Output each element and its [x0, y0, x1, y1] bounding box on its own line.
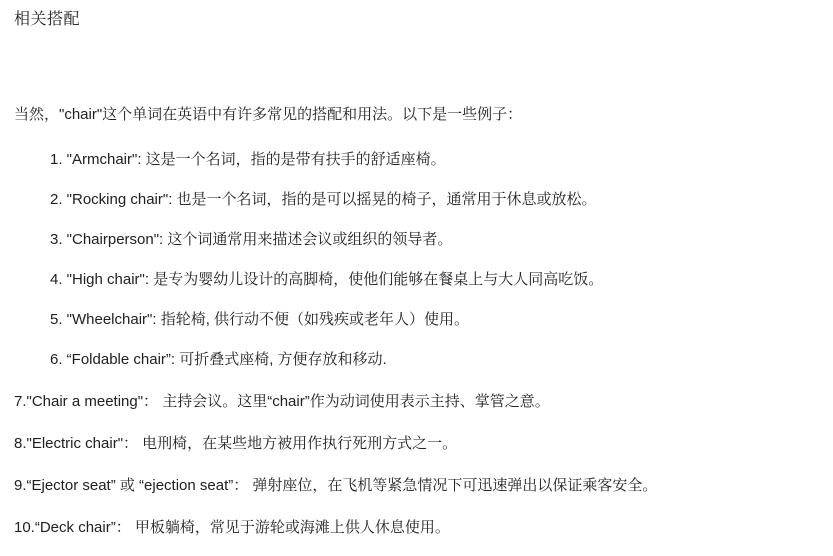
page-title: 相关搭配	[14, 11, 81, 28]
intro-paragraph: 当然，"chair"这个单词在英语中有许多常见的搭配和用法。以下是一些例子：	[14, 106, 523, 123]
list-item-rocking-chair: 2. "Rocking chair": 也是一个名词，指的是可以摇晃的椅子，通常用于休息或放松。	[50, 191, 597, 208]
list-item-chair-a-meeting: 7."Chair a meeting"： 主持会议。这里“chair”作为动词使用表示主持、掌管之意。	[14, 393, 550, 410]
list-item-deck-chair: 10.“Deck chair”： 甲板躺椅，常见于游轮或海滩上供人休息使用。	[14, 519, 450, 536]
list-item-ejector-seat: 9.“Ejector seat” 或 “ejection seat”： 弹射座位，在飞机等紧急情况下可迅速弹出以保证乘客安全。	[14, 477, 658, 494]
list-item-foldable-chair: 6. “Foldable chair”: 可折叠式座椅, 方便存放和移动.	[50, 351, 387, 368]
list-item-armchair: 1. "Armchair": 这是一个名词，指的是带有扶手的舒适座椅。	[50, 151, 446, 168]
list-item-wheelchair: 5. "Wheelchair": 指轮椅, 供行动不便（如残疾或老年人）使用。	[50, 311, 470, 328]
list-item-chairperson: 3. "Chairperson": 这个词通常用来描述会议或组织的领导者。	[50, 231, 453, 248]
list-item-high-chair: 4. "High chair": 是专为婴幼儿设计的高脚椅，使他们能够在餐桌上与大人同高吃饭。	[50, 271, 604, 288]
list-item-electric-chair: 8."Electric chair"： 电刑椅，在某些地方被用作执行死刑方式之一。	[14, 435, 458, 452]
